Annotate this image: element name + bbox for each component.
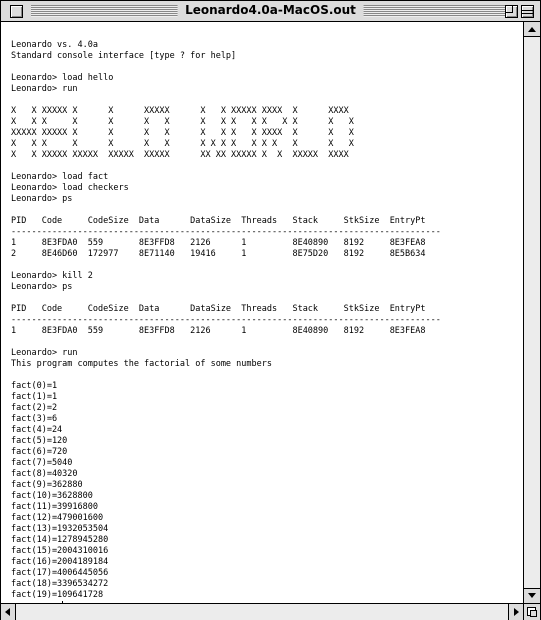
console-line: fact(10)=3628800 (11, 491, 93, 501)
console-line: Leonardo> load checkers (11, 183, 129, 193)
window-title: Leonardo4.0a-MacOS.out (177, 3, 364, 18)
console-line: Leonardo> ps (11, 194, 73, 204)
console-line: fact(6)=720 (11, 447, 68, 457)
console-line: fact(15)=2004310016 (11, 546, 109, 556)
console-line: fact(11)=39916800 (11, 502, 98, 512)
console-line: fact(0)=1 (11, 381, 58, 391)
console-line: Leonardo> kill 2 (11, 271, 93, 281)
console-line: 2 8E46D60 172977 8E71140 19416 1 8E75D20 8192 8E5B634 (11, 249, 426, 259)
console-line: fact(13)=1932053504 (11, 524, 109, 534)
console-line: fact(12)=479001600 (11, 513, 104, 523)
console-line: fact(3)=6 (11, 414, 58, 424)
console-line: fact(14)=1278945280 (11, 535, 109, 545)
console-line: X X X X X X X X X X X X X X X X (11, 117, 354, 127)
console-line: PID Code CodeSize Data DataSize Threads Stack StkSize EntryPt (11, 216, 426, 226)
arrow-left-icon[interactable] (1, 604, 16, 620)
console-line: fact(7)=5040 (11, 458, 73, 468)
arrow-right-icon[interactable] (508, 604, 523, 620)
console-line: Leonardo> load fact (11, 172, 109, 182)
console-line: fact(5)=120 (11, 436, 68, 446)
console-line: X X X X X X X X X X X X X X X X X (11, 139, 354, 149)
console-line: X X XXXXX XXXXX XXXXX XXXXX XX XX XXXXX X X XXXXX XXXX (11, 150, 349, 160)
console-line: Leonardo> run (11, 84, 78, 94)
console-line: fact(1)=1 (11, 392, 58, 402)
horizontal-scrollbar[interactable] (1, 603, 523, 620)
arrow-up-icon[interactable] (524, 22, 540, 37)
vertical-scroll-track[interactable] (524, 37, 540, 588)
console-line: fact(19)=109641728 (11, 590, 104, 600)
console-line: XXXXX XXXXX X X X X X X X X XXXX X X X (11, 128, 354, 138)
console-line: Standard console interface [type ? for help] (11, 51, 237, 61)
console-line: fact(9)=362880 (11, 480, 83, 490)
console-line: Leonardo> ps (11, 282, 73, 292)
console-text (11, 40, 441, 614)
console-line: Leonardo> run (11, 348, 78, 358)
vertical-scrollbar[interactable] (523, 22, 540, 603)
console-line: Leonardo> load hello (11, 73, 114, 83)
console-output-area[interactable] (1, 22, 523, 603)
close-box-icon[interactable] (10, 5, 23, 18)
console-line: X X XXXXX X X XXXXX X X XXXXX XXXX X XXXX (11, 106, 349, 116)
arrow-down-icon[interactable] (524, 588, 540, 603)
console-line: ------------------------------------------------------------------------------------ (11, 227, 441, 237)
grow-box-icon[interactable] (523, 603, 540, 620)
console-line: fact(2)=2 (11, 403, 58, 413)
console-lines (11, 40, 441, 600)
console-line: fact(17)=4006445056 (11, 568, 109, 578)
console-line: This program computes the factorial of some numbers (11, 359, 272, 369)
collapse-box-icon[interactable] (521, 5, 534, 18)
console-line: PID Code CodeSize Data DataSize Threads Stack StkSize EntryPt (11, 304, 426, 314)
console-line: fact(16)=2004189184 (11, 557, 109, 567)
console-line: 1 8E3FDA0 559 8E3FFD8 2126 1 8E40890 8192 8E3FEA8 (11, 238, 426, 248)
console-line: 1 8E3FDA0 559 8E3FFD8 2126 1 8E40890 8192 8E3FEA8 (11, 326, 426, 336)
console-line: fact(4)=24 (11, 425, 63, 435)
console-line: fact(18)=3396534272 (11, 579, 109, 589)
zoom-box-icon[interactable] (505, 5, 518, 18)
console-line: ------------------------------------------------------------------------------------ (11, 315, 441, 325)
title-bar[interactable] (1, 1, 540, 22)
console-line: Leonardo vs. 4.0a (11, 40, 98, 50)
console-line: fact(8)=40320 (11, 469, 78, 479)
